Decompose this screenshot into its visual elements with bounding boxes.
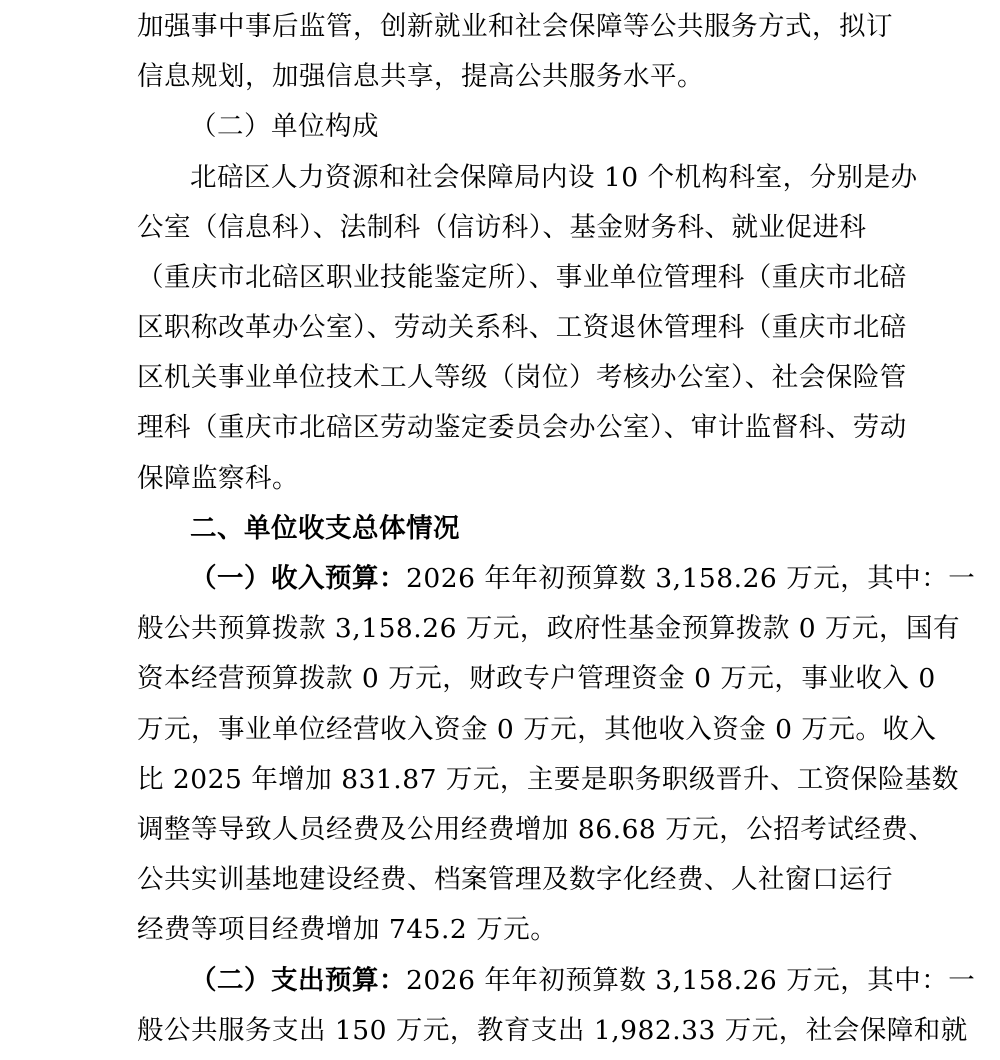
text-line: 般公共预算拨款 3,158.26 万元，政府性基金预算拨款 0 万元，国有 — [137, 613, 961, 644]
text-line: 北碚区人力资源和社会保障局内设 10 个机构科室，分别是办 — [190, 162, 918, 193]
text-line: 保障监察科。 — [137, 463, 299, 494]
text-line: 区职称改革办公室）、劳动关系科、工资退休管理科（重庆市北碚 — [137, 312, 907, 343]
text-line: （重庆市北碚区职业技能鉴定所）、事业单位管理科（重庆市北碚 — [137, 262, 907, 293]
text-segment: 2026 年年初预算数 3,158.26 万元，其中：一 — [406, 965, 976, 996]
text-line: 调整等导致人员经费及公用经费增加 86.68 万元，公招考试经费、 — [137, 814, 936, 845]
text-line: 公共实训基地建设经费、档案管理及数字化经费、人社窗口运行 — [137, 864, 893, 895]
text-line — [190, 963, 975, 999]
text-line: 加强事中事后监管，创新就业和社会保障等公共服务方式，拟订 — [137, 11, 893, 42]
subsection-label: （一）收入预算： — [190, 563, 406, 594]
section-heading: （二）单位构成 — [190, 111, 379, 142]
text-line: 比 2025 年增加 831.87 万元，主要是职务职级晋升、工资保险基数 — [137, 764, 959, 795]
subsection-label: （二）支出预算： — [190, 965, 406, 996]
text-line: 公室（信息科）、法制科（信访科）、基金财务科、就业促进科 — [137, 212, 867, 243]
text-line: 资本经营预算拨款 0 万元，财政专户管理资金 0 万元，事业收入 0 — [137, 663, 936, 694]
text-line: 般公共服务支出 150 万元，教育支出 1,982.33 万元，社会保障和就 — [137, 1015, 968, 1046]
text-line: 经费等项目经费增加 745.2 万元。 — [137, 914, 558, 945]
section-heading: 二、单位收支总体情况 — [190, 513, 460, 544]
text-line: 区机关事业单位技术工人等级（岗位）考核办公室）、社会保险管 — [137, 362, 907, 393]
text-line: 信息规划，加强信息共享，提高公共服务水平。 — [137, 61, 704, 92]
text-line: 万元，事业单位经营收入资金 0 万元，其他收入资金 0 万元。收入 — [137, 714, 937, 745]
text-line — [190, 561, 975, 597]
text-line: 理科（重庆市北碚区劳动鉴定委员会办公室）、审计监督科、劳动 — [137, 412, 907, 443]
text-segment: 2026 年年初预算数 3,158.26 万元，其中：一 — [406, 563, 976, 594]
